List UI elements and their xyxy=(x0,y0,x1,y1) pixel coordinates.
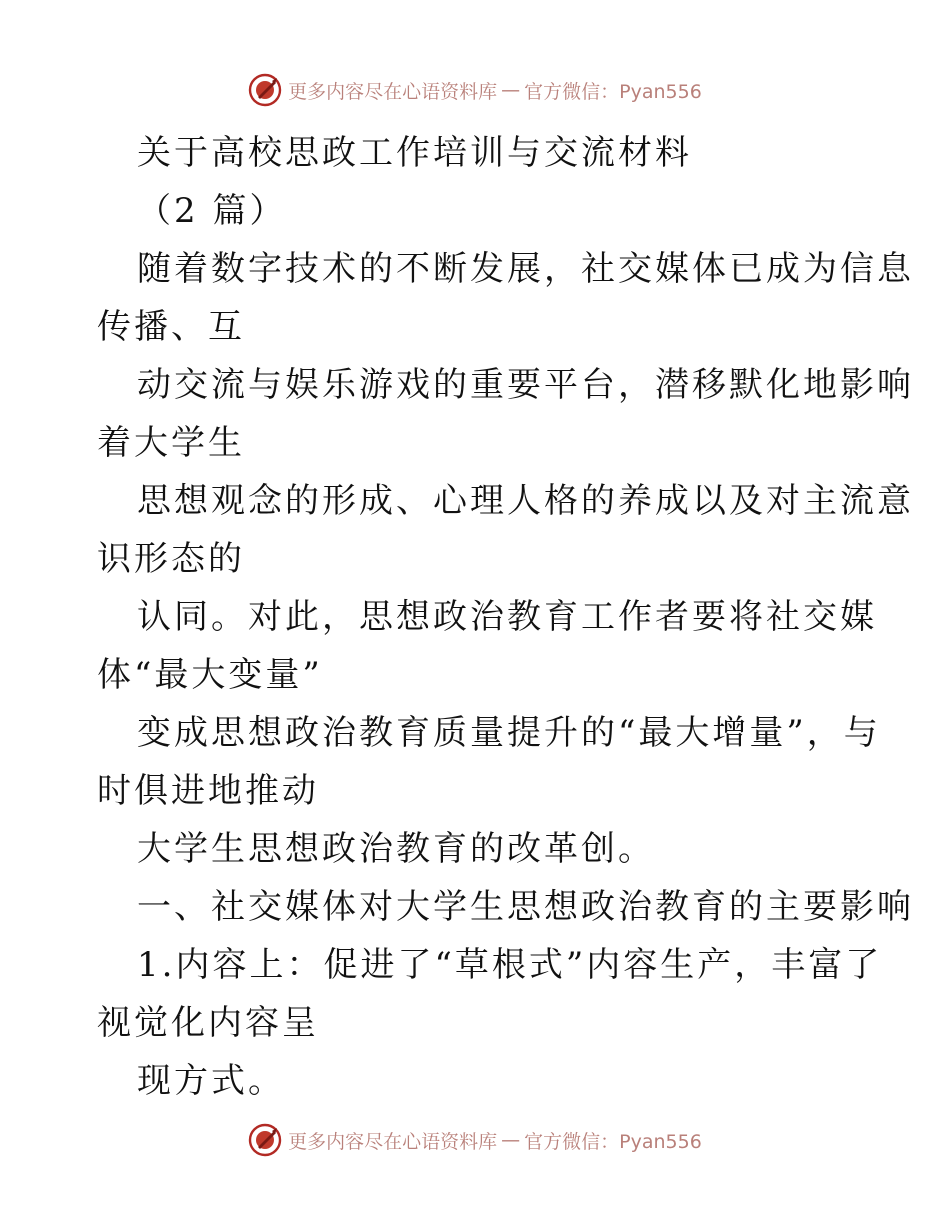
logo-icon xyxy=(248,1123,282,1157)
text-line: 识形态的 xyxy=(97,539,245,579)
text-line: 认同。对此，思想政治教育工作者要将社交媒 xyxy=(137,597,877,637)
text-line: （2 篇） xyxy=(137,191,287,231)
document-body xyxy=(97,124,914,1110)
text-line: 思想观念的形成、心理人格的养成以及对主流意 xyxy=(137,481,914,521)
header-watermark xyxy=(0,70,950,110)
text-line: 关于高校思政工作培训与交流材料 xyxy=(137,133,692,173)
text-line: 变成思想政治教育质量提升的“最大增量”，与 xyxy=(137,713,881,753)
text-line: 动交流与娱乐游戏的重要平台，潜移默化地影响 xyxy=(137,365,914,405)
watermark-brand: 更多内容尽在心语资料库 xyxy=(288,80,498,103)
logo-icon xyxy=(248,73,282,107)
watermark-wechat: 官方微信：Pyan556 xyxy=(524,80,702,103)
watermark-wechat: 官方微信：Pyan556 xyxy=(524,1130,702,1153)
watermark-brand: 更多内容尽在心语资料库 xyxy=(288,1130,498,1153)
footer-watermark xyxy=(0,1120,950,1160)
text-line: 随着数字技术的不断发展，社交媒体已成为信息 xyxy=(137,249,914,289)
text-line: 传播、互 xyxy=(97,307,245,347)
watermark-separator: — xyxy=(501,1129,521,1151)
text-line: 1.内容上：促进了“草根式”内容生产，丰富了 xyxy=(137,945,883,985)
text-line: 着大学生 xyxy=(97,423,245,463)
text-line: 一、社交媒体对大学生思想政治教育的主要影响 xyxy=(137,887,914,927)
text-line: 大学生思想政治教育的改革创。 xyxy=(137,829,655,869)
watermark-separator: — xyxy=(501,79,521,101)
text-line: 现方式。 xyxy=(137,1061,285,1101)
text-line: 时俱进地推动 xyxy=(97,771,319,811)
text-line: 视觉化内容呈 xyxy=(97,1003,319,1043)
text-line: 体“最大变量” xyxy=(97,655,323,695)
